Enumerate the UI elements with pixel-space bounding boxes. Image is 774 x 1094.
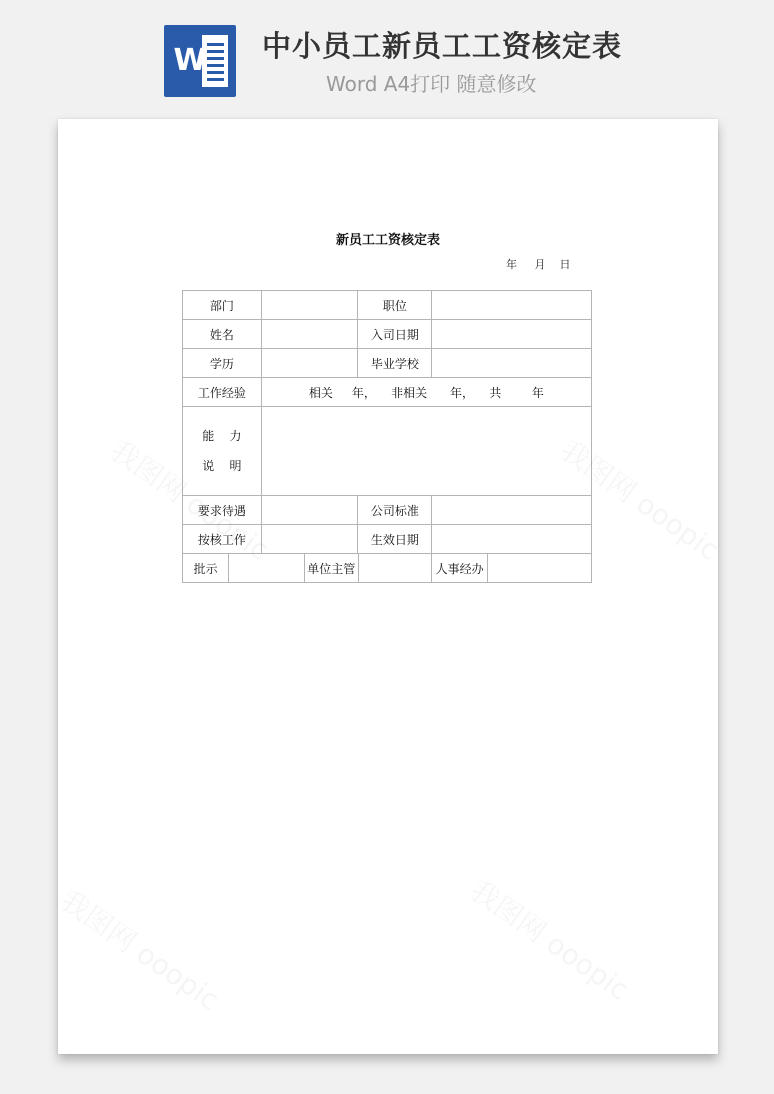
table-row [183, 349, 592, 378]
position-label: 职位 [358, 291, 432, 320]
watermark [463, 869, 638, 1008]
school-field[interactable] [432, 349, 592, 378]
ability-label-line1: 能 力 [202, 429, 242, 443]
effective-label: 生效日期 [358, 525, 432, 554]
work-exp-text: 相关 年， 非相关 年， 共 年 [308, 385, 544, 400]
salary-form-table [182, 290, 592, 583]
word-icon [164, 25, 236, 97]
salary-req-field[interactable] [261, 496, 358, 525]
education-label: 学历 [183, 349, 262, 378]
approval-label: 批示 [183, 554, 229, 582]
word-letter: W [173, 43, 207, 78]
approval-field[interactable] [229, 554, 305, 582]
approval-subtable [183, 554, 591, 582]
table-row [183, 407, 592, 496]
effective-field[interactable] [432, 525, 592, 554]
approval-row [183, 554, 592, 583]
ability-field[interactable] [261, 407, 591, 496]
supervisor-label: 单位主管 [304, 554, 358, 582]
table-row [183, 525, 592, 554]
work-exp-field[interactable] [261, 378, 591, 407]
table-row [183, 554, 592, 583]
watermark [53, 879, 228, 1018]
hr-label: 人事经办 [432, 554, 488, 582]
dept-field[interactable] [261, 291, 358, 320]
table-row [183, 496, 592, 525]
supervisor-field[interactable] [358, 554, 432, 582]
page-header [0, 0, 774, 110]
join-date-label: 入司日期 [358, 320, 432, 349]
salary-req-label: 要求待遇 [183, 496, 262, 525]
page-subtitle: Word A4打印 随意修改 [326, 72, 537, 96]
assess-field[interactable] [261, 525, 358, 554]
education-field[interactable] [261, 349, 358, 378]
document-page [58, 119, 718, 1054]
company-std-field[interactable] [432, 496, 592, 525]
work-exp-label: 工作经验 [183, 378, 262, 407]
table-row [183, 378, 592, 407]
table-row [183, 291, 592, 320]
dept-label: 部门 [183, 291, 262, 320]
document-title: 新员工工资核定表 [335, 233, 440, 248]
page-title: 中小员工新员工工资核定表 [262, 29, 623, 63]
date-line: 年 月 日 [506, 258, 571, 271]
join-date-field[interactable] [432, 320, 592, 349]
name-label: 姓名 [183, 320, 262, 349]
hr-field[interactable] [488, 554, 591, 582]
position-field[interactable] [432, 291, 592, 320]
company-std-label: 公司标准 [358, 496, 432, 525]
table-row [183, 320, 592, 349]
ability-label-line2: 说 明 [202, 459, 242, 473]
ability-label [183, 407, 262, 496]
name-field[interactable] [261, 320, 358, 349]
assess-label: 按核工作 [183, 525, 262, 554]
school-label: 毕业学校 [358, 349, 432, 378]
